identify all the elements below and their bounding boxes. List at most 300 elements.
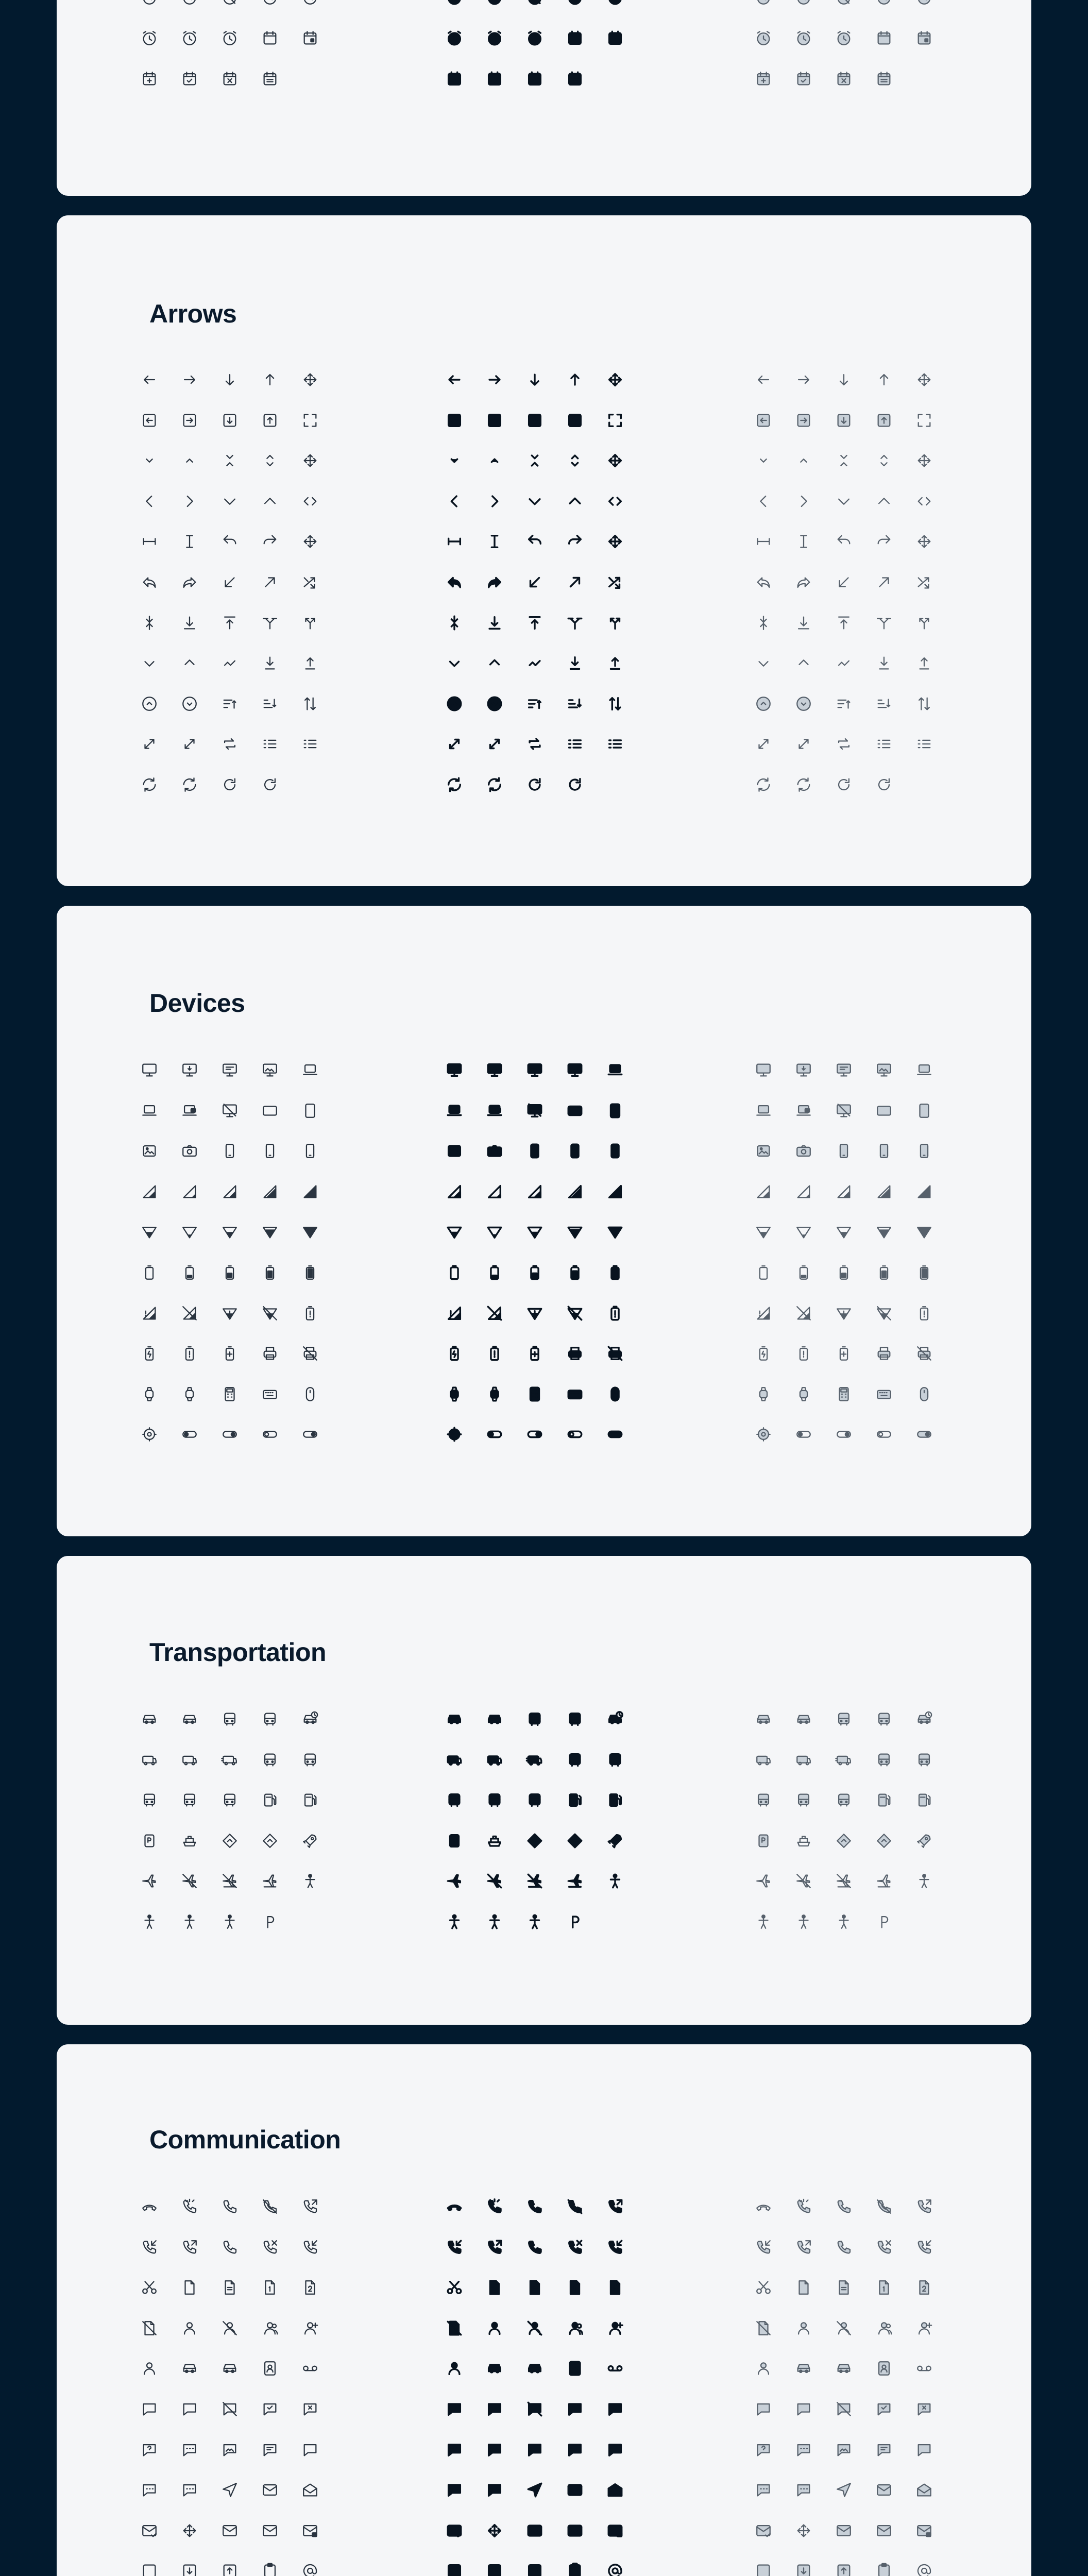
- signal-high-icon: [566, 1183, 584, 1200]
- truck-fast-icon: [221, 1751, 239, 1769]
- tablet-landscape-icon: [261, 1102, 279, 1120]
- unfold-icon: [875, 452, 893, 469]
- alarm-ring-icon: [835, 29, 853, 47]
- printer-icon: [875, 1345, 893, 1362]
- bus-front-icon: [875, 1710, 893, 1728]
- tablet-icon: [915, 1102, 933, 1120]
- chat-bubble-icon: [795, 2400, 812, 2418]
- phone-forward-icon: [301, 2198, 319, 2215]
- id-card-icon: [221, 2360, 239, 2377]
- send-icon: [835, 2481, 853, 2499]
- alarm-check-icon: [181, 29, 198, 47]
- caret-down-icon: [755, 452, 772, 469]
- circle-arrow-down-icon: [795, 695, 812, 713]
- document-one-icon: [875, 2279, 893, 2296]
- airplane-off-icon: [486, 1872, 503, 1890]
- at-sign-icon: [915, 2562, 933, 2576]
- wifi-full-icon: [915, 1223, 933, 1241]
- alarm-snooze-icon: [755, 29, 772, 47]
- mobile-icon: [301, 1142, 319, 1160]
- chat-close-icon: [915, 2400, 933, 2418]
- timer-icon: [795, 0, 812, 6]
- list-icon: [566, 735, 584, 753]
- inbox-download-icon: [181, 2562, 198, 2576]
- wifi-empty-icon: [446, 1223, 463, 1241]
- id-badge-icon: [261, 2360, 279, 2377]
- calendar-list-icon: [875, 70, 893, 88]
- battery-low-icon: [486, 1264, 503, 1281]
- user-icon: [181, 2319, 198, 2337]
- arrow-down-left-icon: [526, 573, 543, 591]
- chat-typing-icon: [795, 2481, 812, 2499]
- chevron-double-down-icon: [141, 654, 158, 672]
- chat-typing-icon: [486, 2481, 503, 2499]
- clipboard-icon: [875, 2562, 893, 2576]
- calendar-list-icon: [566, 70, 584, 88]
- plane-landing-icon: [566, 1872, 584, 1890]
- parking-icon: [566, 1913, 584, 1930]
- calendar-event-icon: [915, 29, 933, 47]
- signal-full-icon: [915, 1183, 933, 1200]
- rotate-right-icon: [221, 776, 239, 793]
- section-title-arrows: Arrows: [149, 299, 237, 328]
- chat-check-icon: [566, 2400, 584, 2418]
- fuel-icon: [261, 1791, 279, 1809]
- align-top-icon: [835, 614, 853, 632]
- bus-side-icon: [141, 1751, 158, 1769]
- wifi-medium-icon: [835, 1223, 853, 1241]
- sort-desc-icon: [261, 695, 279, 713]
- undo-icon: [835, 533, 853, 550]
- width-icon: [755, 533, 772, 550]
- circle-arrow-up-icon: [141, 695, 158, 713]
- navigation-icon: [221, 1832, 239, 1850]
- chat-close-icon: [606, 2400, 624, 2418]
- image-icon: [755, 1142, 772, 1160]
- battery-full-icon: [606, 1264, 624, 1281]
- chevron-double-up-icon: [795, 654, 812, 672]
- signal-alert-icon: [446, 1304, 463, 1322]
- signal-empty-icon: [141, 1183, 158, 1200]
- keyboard-icon: [566, 1385, 584, 1403]
- undo-icon: [221, 533, 239, 550]
- calendar-check-icon: [795, 70, 812, 88]
- arrow-down-icon: [835, 371, 853, 388]
- list-alt-icon: [915, 735, 933, 753]
- inbox-icon: [446, 2562, 463, 2576]
- mail-open-icon: [301, 2481, 319, 2499]
- arrow-up-icon: [566, 371, 584, 388]
- rocket-icon: [301, 1832, 319, 1850]
- truck-icon: [181, 1751, 198, 1769]
- calendar-add-icon: [141, 70, 158, 88]
- contact-icon: [755, 2360, 772, 2377]
- chat-text-icon: [875, 2441, 893, 2459]
- chat-typing-icon: [181, 2481, 198, 2499]
- subway-icon: [835, 1791, 853, 1809]
- signal-medium-icon: [835, 1183, 853, 1200]
- voicemail-icon: [915, 2360, 933, 2377]
- diagonal-resize-alt-icon: [181, 735, 198, 753]
- timer-icon: [486, 0, 503, 6]
- wifi-low-icon: [181, 1223, 198, 1241]
- walk-icon: [141, 1913, 158, 1930]
- toggle-on-icon: [221, 1426, 239, 1443]
- bus-side-icon: [755, 1751, 772, 1769]
- move-icon: [915, 371, 933, 388]
- icon-grid-transportation: [57, 1556, 1031, 2025]
- chevron-up-icon: [261, 493, 279, 510]
- desktop-off-icon: [221, 1102, 239, 1120]
- refresh-icon: [446, 776, 463, 793]
- merge-vertical-icon: [141, 614, 158, 632]
- arrow-up-box-icon: [261, 412, 279, 429]
- battery-half-icon: [835, 1264, 853, 1281]
- section-card-arrows: [57, 215, 1031, 886]
- signal-medium-icon: [221, 1183, 239, 1200]
- chevron-left-icon: [141, 493, 158, 510]
- printer-icon: [261, 1345, 279, 1362]
- sort-swap-icon: [301, 695, 319, 713]
- phone-icon: [526, 1142, 543, 1160]
- chevron-left-icon: [446, 493, 463, 510]
- contact-card-icon: [795, 2360, 812, 2377]
- laptop-phone-icon: [755, 1102, 772, 1120]
- clock-icon: [755, 0, 772, 6]
- refresh-icon: [755, 776, 772, 793]
- calendar-remove-icon: [835, 70, 853, 88]
- chat-more-icon: [141, 2481, 158, 2499]
- mail-remove-icon: [795, 2522, 812, 2539]
- airplane-icon: [446, 1872, 463, 1890]
- arrow-up-icon: [261, 371, 279, 388]
- battery-alert-icon: [915, 1304, 933, 1322]
- printer-off-icon: [301, 1345, 319, 1362]
- alarm-add-icon: [606, 0, 624, 6]
- car-time-icon: [915, 1710, 933, 1728]
- signal-alert-icon: [755, 1304, 772, 1322]
- reload-icon: [261, 776, 279, 793]
- collapse-vertical-icon: [526, 452, 543, 469]
- arrow-down-icon: [526, 371, 543, 388]
- battery-alert-alt-icon: [795, 1345, 812, 1362]
- clock-icon: [446, 0, 463, 6]
- alarm-check-icon: [486, 29, 503, 47]
- phone-ring-icon: [181, 2198, 198, 2215]
- mail-send-icon: [835, 2522, 853, 2539]
- tablet-landscape-icon: [875, 1102, 893, 1120]
- bus-icon: [835, 1710, 853, 1728]
- align-bottom-icon: [181, 614, 198, 632]
- keyboard-icon: [261, 1385, 279, 1403]
- mail-forward-icon: [566, 2522, 584, 2539]
- sync-icon: [181, 776, 198, 793]
- smartphone-icon: [875, 1142, 893, 1160]
- monitor-text-icon: [526, 1061, 543, 1079]
- arrow-left-box-icon: [141, 412, 158, 429]
- code-icon: [915, 493, 933, 510]
- collapse-vertical-icon: [835, 452, 853, 469]
- mail-icon: [261, 2481, 279, 2499]
- settings-icon: [141, 1426, 158, 1443]
- chat-off-icon: [526, 2400, 543, 2418]
- caret-up-icon: [795, 452, 812, 469]
- unfold-icon: [566, 452, 584, 469]
- upload-icon: [915, 654, 933, 672]
- chat-question-icon: [141, 2441, 158, 2459]
- battery-low-icon: [181, 1264, 198, 1281]
- chevron-right-icon: [795, 493, 812, 510]
- download-icon: [261, 654, 279, 672]
- arrow-up-right-icon: [566, 573, 584, 591]
- chat-icon: [755, 2400, 772, 2418]
- diagonal-resize-alt-icon: [486, 735, 503, 753]
- clock-icon: [141, 0, 158, 6]
- inbox-download-icon: [795, 2562, 812, 2576]
- mobile-icon: [915, 1142, 933, 1160]
- phone-ring-icon: [486, 2198, 503, 2215]
- wave-up-icon: [526, 654, 543, 672]
- move-caret-icon: [301, 452, 319, 469]
- battery-empty-icon: [755, 1264, 772, 1281]
- phone-voice-icon: [835, 2239, 853, 2256]
- bus-icon: [221, 1710, 239, 1728]
- switch-on-icon: [301, 1426, 319, 1443]
- inbox-download-icon: [486, 2562, 503, 2576]
- move-caret-icon: [915, 452, 933, 469]
- sort-asc-icon: [835, 695, 853, 713]
- phone-incoming-icon: [755, 2239, 772, 2256]
- wifi-empty-icon: [141, 1223, 158, 1241]
- car-side-icon: [486, 1710, 503, 1728]
- mail-lock-icon: [301, 2522, 319, 2539]
- subway-icon: [221, 1791, 239, 1809]
- battery-high-icon: [261, 1264, 279, 1281]
- smartwatch-icon: [486, 1385, 503, 1403]
- train-front-icon: [606, 1751, 624, 1769]
- airplane-icon: [755, 1872, 772, 1890]
- ferry-icon: [181, 1832, 198, 1850]
- laptop-lock-icon: [486, 1102, 503, 1120]
- monitor-image-icon: [566, 1061, 584, 1079]
- alarm-snooze-icon: [141, 29, 158, 47]
- parking-meter-icon: [755, 1832, 772, 1850]
- phone-hangup-icon: [446, 2198, 463, 2215]
- parking-icon: [261, 1913, 279, 1930]
- watch-icon: [141, 1385, 158, 1403]
- laptop-icon: [915, 1061, 933, 1079]
- car-side-icon: [181, 1710, 198, 1728]
- chat-check-icon: [261, 2400, 279, 2418]
- phone-forward-icon: [915, 2198, 933, 2215]
- move-diamond-icon: [915, 533, 933, 550]
- plane-takeoff-icon: [835, 1872, 853, 1890]
- calculator-icon: [835, 1385, 853, 1403]
- diagonal-resize-icon: [141, 735, 158, 753]
- chevron-down-icon: [221, 493, 239, 510]
- airplane-off-icon: [181, 1872, 198, 1890]
- settings-icon: [446, 1426, 463, 1443]
- move-icon: [301, 371, 319, 388]
- alarm-icon: [261, 0, 279, 6]
- laptop-lock-icon: [181, 1102, 198, 1120]
- align-bottom-icon: [486, 614, 503, 632]
- move-diamond-icon: [606, 533, 624, 550]
- expand-icon: [915, 412, 933, 429]
- id-card-icon: [526, 2360, 543, 2377]
- wifi-medium-icon: [526, 1223, 543, 1241]
- arrow-up-icon: [875, 371, 893, 388]
- car-icon: [446, 1710, 463, 1728]
- plane-takeoff-icon: [221, 1872, 239, 1890]
- signal-full-icon: [606, 1183, 624, 1200]
- tablet-landscape-icon: [566, 1102, 584, 1120]
- parking-meter-icon: [446, 1832, 463, 1850]
- calendar-check-icon: [181, 70, 198, 88]
- monitor-image-icon: [261, 1061, 279, 1079]
- phone-missed-icon: [261, 2239, 279, 2256]
- calendar-remove-icon: [526, 70, 543, 88]
- chat-question-icon: [755, 2441, 772, 2459]
- code-icon: [301, 493, 319, 510]
- alarm-snooze-icon: [446, 29, 463, 47]
- phone-callback-icon: [301, 2239, 319, 2256]
- document-number-icon: [835, 2279, 853, 2296]
- fuel-icon: [875, 1791, 893, 1809]
- car-icon: [755, 1710, 772, 1728]
- clipboard-icon: [566, 2562, 584, 2576]
- battery-half-icon: [526, 1264, 543, 1281]
- mouse-icon: [301, 1385, 319, 1403]
- phone-missed-icon: [566, 2239, 584, 2256]
- chats-icon: [606, 2441, 624, 2459]
- arrow-down-box-icon: [221, 412, 239, 429]
- arrow-right-icon: [486, 371, 503, 388]
- mail-send-icon: [526, 2522, 543, 2539]
- diagonal-resize-icon: [755, 735, 772, 753]
- phone-callback-icon: [606, 2239, 624, 2256]
- alarm-check-icon: [795, 29, 812, 47]
- chat-close-icon: [301, 2400, 319, 2418]
- calculator-icon: [221, 1385, 239, 1403]
- battery-alert-alt-icon: [486, 1345, 503, 1362]
- airplane-off-icon: [795, 1872, 812, 1890]
- wave-up-icon: [221, 654, 239, 672]
- signal-low-icon: [181, 1183, 198, 1200]
- chat-bubble-icon: [181, 2400, 198, 2418]
- contact-icon: [446, 2360, 463, 2377]
- width-icon: [141, 533, 158, 550]
- no-alarm-icon: [526, 0, 543, 6]
- circle-arrow-down-icon: [181, 695, 198, 713]
- smartwatch-icon: [795, 1385, 812, 1403]
- navigation-alt-icon: [261, 1832, 279, 1850]
- document-off-icon: [755, 2319, 772, 2337]
- man-standing-icon: [301, 1872, 319, 1890]
- tram-icon: [755, 1791, 772, 1809]
- battery-full-icon: [301, 1264, 319, 1281]
- calendar-add-icon: [446, 70, 463, 88]
- split-icon: [915, 614, 933, 632]
- chevron-double-down-icon: [446, 654, 463, 672]
- truck-fast-icon: [835, 1751, 853, 1769]
- chevron-double-up-icon: [486, 654, 503, 672]
- circle-arrow-up-icon: [446, 695, 463, 713]
- gas-station-icon: [606, 1791, 624, 1809]
- mail-check-icon: [141, 2522, 158, 2539]
- caret-up-icon: [181, 452, 198, 469]
- man-standing-icon: [915, 1872, 933, 1890]
- inbox-upload-icon: [835, 2562, 853, 2576]
- height-icon: [181, 533, 198, 550]
- bus-front-icon: [261, 1710, 279, 1728]
- calendar-add-icon: [755, 70, 772, 88]
- phone-ring-icon: [795, 2198, 812, 2215]
- man-standing-icon: [606, 1872, 624, 1890]
- calendar-icon: [261, 29, 279, 47]
- document-two-icon: [915, 2279, 933, 2296]
- move-diamond-icon: [301, 533, 319, 550]
- chat-icon: [446, 2400, 463, 2418]
- circle-arrow-up-icon: [755, 695, 772, 713]
- monitor-icon: [446, 1061, 463, 1079]
- users-icon: [875, 2319, 893, 2337]
- image-icon: [141, 1142, 158, 1160]
- at-sign-icon: [301, 2562, 319, 2576]
- unfold-icon: [261, 452, 279, 469]
- bus-icon: [526, 1710, 543, 1728]
- battery-full-icon: [915, 1264, 933, 1281]
- signal-alert-icon: [141, 1304, 158, 1322]
- chevron-down-icon: [835, 493, 853, 510]
- phone-icon: [221, 1142, 239, 1160]
- chat-more-icon: [446, 2481, 463, 2499]
- printer-off-icon: [606, 1345, 624, 1362]
- alarm-add-icon: [301, 0, 319, 6]
- person-arms-icon: [526, 1913, 543, 1930]
- wifi-full-icon: [301, 1223, 319, 1241]
- battery-charging-icon: [755, 1345, 772, 1362]
- airplane-icon: [141, 1872, 158, 1890]
- reply-icon: [141, 573, 158, 591]
- arrow-up-box-icon: [875, 412, 893, 429]
- wifi-alert-icon: [835, 1304, 853, 1322]
- refresh-icon: [141, 776, 158, 793]
- wifi-off-icon: [875, 1304, 893, 1322]
- share-icon: [181, 573, 198, 591]
- wifi-off-icon: [261, 1304, 279, 1322]
- phone-call-icon: [835, 2198, 853, 2215]
- chevron-right-icon: [181, 493, 198, 510]
- metro-icon: [795, 1791, 812, 1809]
- mail-forward-icon: [875, 2522, 893, 2539]
- watch-icon: [755, 1385, 772, 1403]
- icon-grid-communication: [57, 2044, 1031, 2576]
- redo-icon: [566, 533, 584, 550]
- toggle-on-icon: [835, 1426, 853, 1443]
- arrow-down-box-icon: [835, 412, 853, 429]
- battery-plus-icon: [221, 1345, 239, 1362]
- circle-arrow-down-icon: [486, 695, 503, 713]
- voicemail-icon: [301, 2360, 319, 2377]
- no-alarm-icon: [221, 0, 239, 6]
- user-off-icon: [221, 2319, 239, 2337]
- caret-up-icon: [486, 452, 503, 469]
- battery-charging-icon: [446, 1345, 463, 1362]
- wifi-alert-icon: [221, 1304, 239, 1322]
- switch-on-icon: [915, 1426, 933, 1443]
- laptop-icon: [606, 1061, 624, 1079]
